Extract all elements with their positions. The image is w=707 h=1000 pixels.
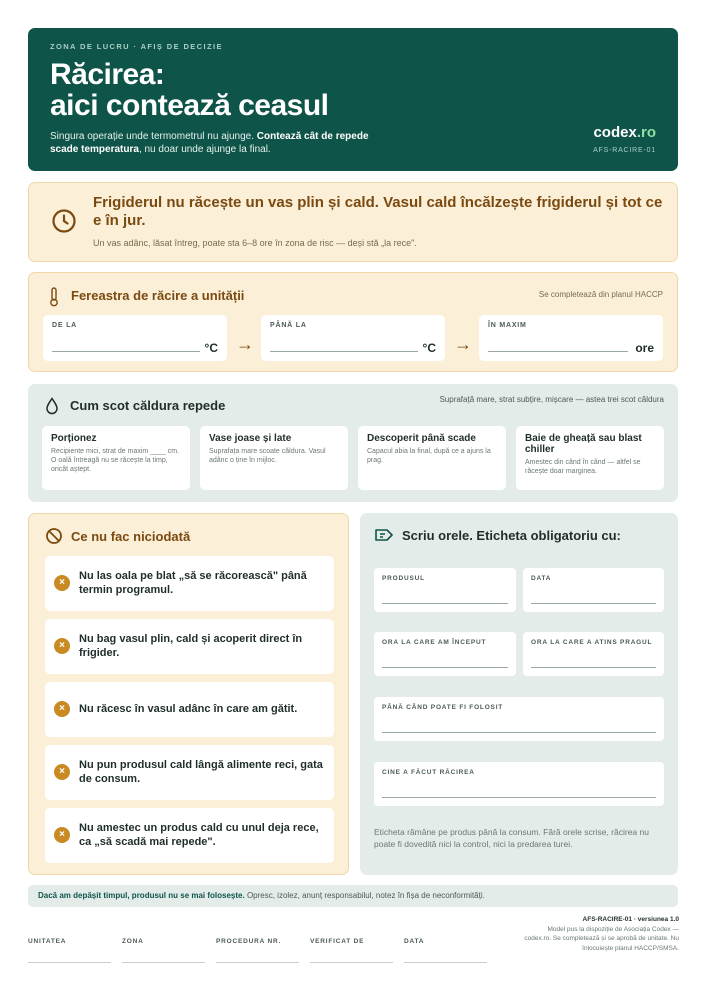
signature-field-unit[interactable] xyxy=(28,938,111,963)
field-unit: ore xyxy=(635,341,654,355)
write-line xyxy=(216,962,299,963)
cooling-window-note: Se completează din planul HACCP xyxy=(538,290,663,299)
cooling-window-section xyxy=(28,272,678,372)
label-footer-note: Eticheta rămâne pe produs până la consum. Fără orele scrise, răcirea nu poate fi dovedită nici la control, nici la predarea turei. xyxy=(374,827,649,849)
method-card xyxy=(200,426,348,490)
x-mark-icon: × xyxy=(54,764,70,780)
field-label: PÂNĂ LA xyxy=(270,322,307,329)
page-subtitle xyxy=(50,130,390,156)
method-card xyxy=(358,426,506,490)
write-line xyxy=(404,962,487,963)
field-label: DE LA xyxy=(52,322,77,329)
x-mark-icon: × xyxy=(54,701,70,717)
method-title: Vase joase și late xyxy=(209,433,292,444)
write-line xyxy=(382,603,508,604)
warning-heading: Frigiderul nu răcește un vas plin și cald. Vasul cald încălzește frigiderul și tot ce e în jur. xyxy=(93,194,663,229)
method-card xyxy=(516,426,664,490)
method-desc: Suprafața mare scoate căldura. Vasul adânc o ține în mijloc. xyxy=(209,448,326,464)
method-desc: Capacul abia la final, după ce a ajuns la prag. xyxy=(367,448,491,464)
field-label: CINE A FĂCUT RĂCIREA xyxy=(382,769,475,776)
write-line xyxy=(310,962,393,963)
write-line xyxy=(28,962,111,963)
clock-icon xyxy=(51,208,77,234)
method-card xyxy=(42,426,190,490)
never-item xyxy=(45,745,334,800)
field-label: PRODUSUL xyxy=(382,575,425,582)
x-mark-icon: × xyxy=(54,575,70,591)
never-item-text: Nu răcesc în vasul adânc în care am gătit. xyxy=(79,703,298,715)
document-version: AFS-RACIRE-01 · versiunea 1.0 xyxy=(582,916,679,923)
field-label: DATA xyxy=(531,575,552,582)
signature-label: DATA xyxy=(404,938,425,945)
field-label: ORA LA CARE A ATINS PRAGUL xyxy=(531,639,653,646)
document-code: AFS-RACIRE-01 xyxy=(593,147,656,154)
write-line xyxy=(382,667,508,668)
subtitle-start: Singura operație unde termometrul nu ajunge. xyxy=(50,131,257,142)
x-mark-icon: × xyxy=(54,827,70,843)
signature-field-procedure[interactable] xyxy=(216,938,299,963)
label-field-product[interactable] xyxy=(374,568,516,612)
max-hours-field[interactable] xyxy=(479,315,663,361)
thermometer-icon xyxy=(47,287,61,307)
overtime-rule-text: Opresc, izolez, anunț responsabilul, notez în fișa de neconformități. xyxy=(244,891,485,900)
droplet-icon xyxy=(45,397,59,415)
field-label: PÂNĂ CÂND POATE FI FOLOSIT xyxy=(382,704,504,711)
label-field-start-time[interactable] xyxy=(374,632,516,676)
header-banner xyxy=(28,28,678,171)
heat-removal-note: Suprafață mare, strat subțire, mișcare — astea trei scot căldura xyxy=(439,395,664,404)
label-field-date[interactable] xyxy=(523,568,664,612)
label-field-responsible[interactable] xyxy=(374,762,664,806)
signature-label: UNITATEA xyxy=(28,938,67,945)
write-line xyxy=(488,351,628,352)
signature-field-zone[interactable] xyxy=(122,938,205,963)
never-item xyxy=(45,556,334,611)
document-meta xyxy=(519,915,679,953)
write-line xyxy=(382,732,656,733)
label-title: Scriu orele. Eticheta obligatoriu cu: xyxy=(402,528,621,543)
brand-name: codex xyxy=(593,124,637,141)
overtime-rule-bold: Dacă am depășit timpul, produsul nu se mai folosește. xyxy=(38,891,245,900)
label-field-threshold-time[interactable] xyxy=(523,632,664,676)
subtitle-end: , nu doar unde ajunge la final. xyxy=(138,144,271,155)
never-item xyxy=(45,808,334,863)
signature-label: PROCEDURA NR. xyxy=(216,938,282,945)
eyebrow: ZONA DE LUCRU · AFIȘ DE DECIZIE xyxy=(50,42,223,51)
method-desc: Recipiente mici, strat de maxim ____ cm. O oală întreagă nu se răcește la timp, oricât aștept. xyxy=(51,448,179,473)
method-title: Baie de gheață sau blast chiller xyxy=(525,433,642,455)
temp-to-field[interactable] xyxy=(261,315,445,361)
title-line-2: aici contează ceasul xyxy=(50,89,329,122)
never-do-title: Ce nu fac niciodată xyxy=(71,529,191,544)
signature-label: ZONA xyxy=(122,938,144,945)
prohibited-icon xyxy=(45,527,63,545)
write-line xyxy=(52,351,200,352)
write-line xyxy=(531,603,656,604)
arrow-icon: → xyxy=(454,334,472,354)
brand-logo xyxy=(593,124,656,141)
signature-field-date[interactable] xyxy=(404,938,487,963)
tag-icon xyxy=(374,527,394,543)
overtime-rule-bar xyxy=(28,885,678,907)
cooling-window-title: Fereastra de răcire a unității xyxy=(71,288,245,303)
label-section xyxy=(360,513,678,875)
heat-removal-section xyxy=(28,384,678,502)
never-item-text: Nu pun produsul cald lângă alimente reci, gata de consum. xyxy=(79,759,323,785)
x-mark-icon: × xyxy=(54,638,70,654)
document-disclaimer: Model pus la dispoziție de Asociația Codex — codex.ro. Se completează și se aprobă de unitate. Nu înlocuiește planul HACCP/SMSA. xyxy=(524,925,679,952)
method-title: Porționez xyxy=(51,433,97,444)
warning-panel xyxy=(28,182,678,262)
title-line-1: Răcirea: xyxy=(50,58,165,91)
write-line xyxy=(531,667,656,668)
temp-from-field[interactable] xyxy=(43,315,227,361)
label-field-use-by[interactable] xyxy=(374,697,664,741)
brand-tld: .ro xyxy=(636,124,656,141)
field-label: ÎN MAXIM xyxy=(488,322,527,329)
never-do-section xyxy=(28,513,349,875)
field-unit: °C xyxy=(204,341,218,355)
write-line xyxy=(122,962,205,963)
warning-subtext: Un vas adânc, lăsat întreg, poate sta 6–8 ore în zona de risc — deși stă „la rece". xyxy=(93,238,417,248)
method-title: Descoperit până scade xyxy=(367,433,476,444)
subtitle-bold: Contează cât de repede scade temperatura xyxy=(50,131,369,155)
method-desc: Amestec din când în când — altfel se răcește doar marginea. xyxy=(525,459,641,475)
arrow-icon: → xyxy=(236,334,254,354)
heat-removal-title: Cum scot căldura repede xyxy=(70,398,226,413)
never-item xyxy=(45,619,334,674)
never-item-text: Nu las oala pe blat „să se răcorească" până termin programul. xyxy=(79,570,307,596)
write-line xyxy=(382,797,656,798)
write-line xyxy=(270,351,418,352)
signature-label: VERIFICAT DE xyxy=(310,938,365,945)
signature-field-verified[interactable] xyxy=(310,938,393,963)
never-item-text: Nu amestec un produs cald cu unul deja rece, ca „să scadă mai repede". xyxy=(79,822,319,848)
never-item-text: Nu bag vasul plin, cald și acoperit direct în frigider. xyxy=(79,633,303,659)
field-unit: °C xyxy=(422,341,436,355)
field-label: ORA LA CARE AM ÎNCEPUT xyxy=(382,639,487,646)
never-item xyxy=(45,682,334,737)
page-title xyxy=(50,59,656,121)
